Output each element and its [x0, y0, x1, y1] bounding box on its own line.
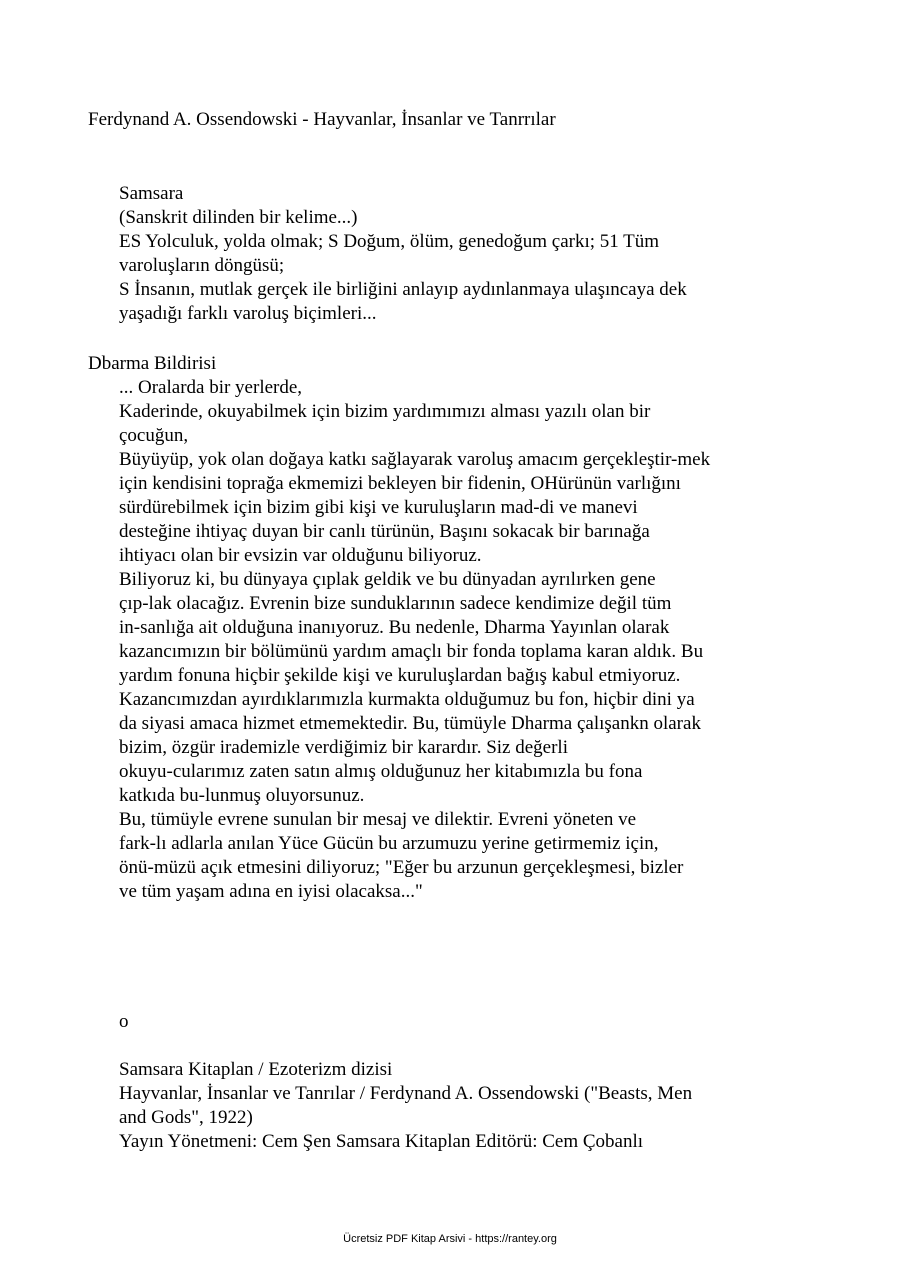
dharma-notice-line: katkıda bu-lunmuş oluyorsunuz.: [119, 785, 365, 806]
dharma-notice-line: da siyasi amaca hizmet etmemektedir. Bu, tümüyle Dharma çalışankn olarak: [119, 713, 701, 734]
dharma-notice-line: kazancımızın bir bölümünü yardım amaçlı bir fonda toplama karan aldık. Bu: [119, 641, 704, 662]
dharma-notice-line: çocuğun,: [119, 425, 189, 446]
dharma-notice-line: Kazancımızdan ayırdıklarımızla kurmakta olduğumuz bu fon, hiçbir dini ya: [119, 689, 695, 710]
dharma-notice-line: desteğine ihtiyaç duyan bir canlı türünün, Başını sokacak bir barınağa: [119, 521, 650, 542]
samsara-definition: [119, 182, 687, 326]
page-title: Ferdynand A. Ossendowski - Hayvanlar, İnsanlar ve Tanrrılar: [88, 109, 556, 130]
colophon-line: Yayın Yönetmeni: Cem Şen Samsara Kitaplan Editörü: Cem Çobanlı: [119, 1131, 644, 1152]
dharma-notice-line: fark-lı adlarla anılan Yüce Gücün bu arzumuzu yerine getirmemiz için,: [119, 833, 659, 854]
samsara-definition-line: yaşadığı farklı varoluş biçimleri...: [119, 303, 377, 324]
dharma-notice-line: Bu, tümüyle evrene sunulan bir mesaj ve dilektir. Evreni yöneten ve: [119, 809, 637, 830]
dharma-notice-line: ihtiyacı olan bir evsizin var olduğunu biliyoruz.: [119, 545, 482, 566]
page-footer: Ücretsiz PDF Kitap Arsivi - https://rantey.org: [343, 1233, 557, 1245]
samsara-definition-line: Samsara: [119, 183, 184, 204]
dharma-notice-line: bizim, özgür irademizle verdiğimiz bir karardır. Siz değerli: [119, 737, 568, 758]
samsara-definition-line: ES Yolculuk, yolda olmak; S Doğum, ölüm, genedoğum çarkı; 51 Tüm: [119, 231, 660, 252]
dharma-notice-line: Büyüyüp, yok olan doğaya katkı sağlayarak varoluş amacım gerçekleştir-mek: [119, 449, 711, 470]
dharma-notice-line: çıp-lak olacağız. Evrenin bize sunduklarının sadece kendimize değil tüm: [119, 593, 672, 614]
samsara-definition-line: (Sanskrit dilinden bir kelime...): [119, 207, 358, 228]
dharma-notice-line: yardım fonuna hiçbir şekilde kişi ve kuruluşlardan bağış kabul etmiyoruz.: [119, 665, 681, 686]
section-marker: o: [119, 1011, 129, 1032]
dharma-notice-line: için kendisini toprağa ekmemizi bekleyen bir fidenin, OHürünün varlığını: [119, 473, 681, 494]
dharma-notice-line: önü-müzü açık etmesini diliyoruz; "Eğer bu arzunun gerçekleşmesi, bizler: [119, 857, 684, 878]
dharma-notice-line: ve tüm yaşam adına en iyisi olacaksa...": [119, 881, 423, 902]
dharma-notice-line: ... Oralarda bir yerlerde,: [119, 377, 303, 398]
colophon-line: Hayvanlar, İnsanlar ve Tanrılar / Ferdynand A. Ossendowski ("Beasts, Men: [119, 1083, 693, 1104]
dharma-notice-line: Kaderinde, okuyabilmek için bizim yardımımızı alması yazılı olan bir: [119, 401, 651, 422]
dharma-notice-line: okuyu-cularımız zaten satın almış olduğunuz her kitabımızla bu fona: [119, 761, 643, 782]
samsara-definition-line: S İnsanın, mutlak gerçek ile birliğini anlayıp aydınlanmaya ulaşıncaya dek: [119, 279, 687, 300]
colophon-line: Samsara Kitaplan / Ezoterizm dizisi: [119, 1059, 393, 1080]
dharma-notice-line: sürdürebilmek için bizim gibi kişi ve kuruluşların mad-di ve manevi: [119, 497, 638, 518]
dharma-notice-line: Biliyoruz ki, bu dünyaya çıplak geldik ve bu dünyadan ayrılırken gene: [119, 569, 656, 590]
colophon: [119, 1058, 692, 1154]
colophon-line: and Gods", 1922): [119, 1107, 253, 1128]
dharma-notice-heading: Dbarma Bildirisi: [88, 353, 217, 374]
samsara-definition-line: varoluşların döngüsü;: [119, 255, 285, 276]
dharma-notice-line: in-sanlığa ait olduğuna inanıyoruz. Bu nedenle, Dharma Yayınlan olarak: [119, 617, 670, 638]
dharma-notice-body: [119, 376, 710, 904]
